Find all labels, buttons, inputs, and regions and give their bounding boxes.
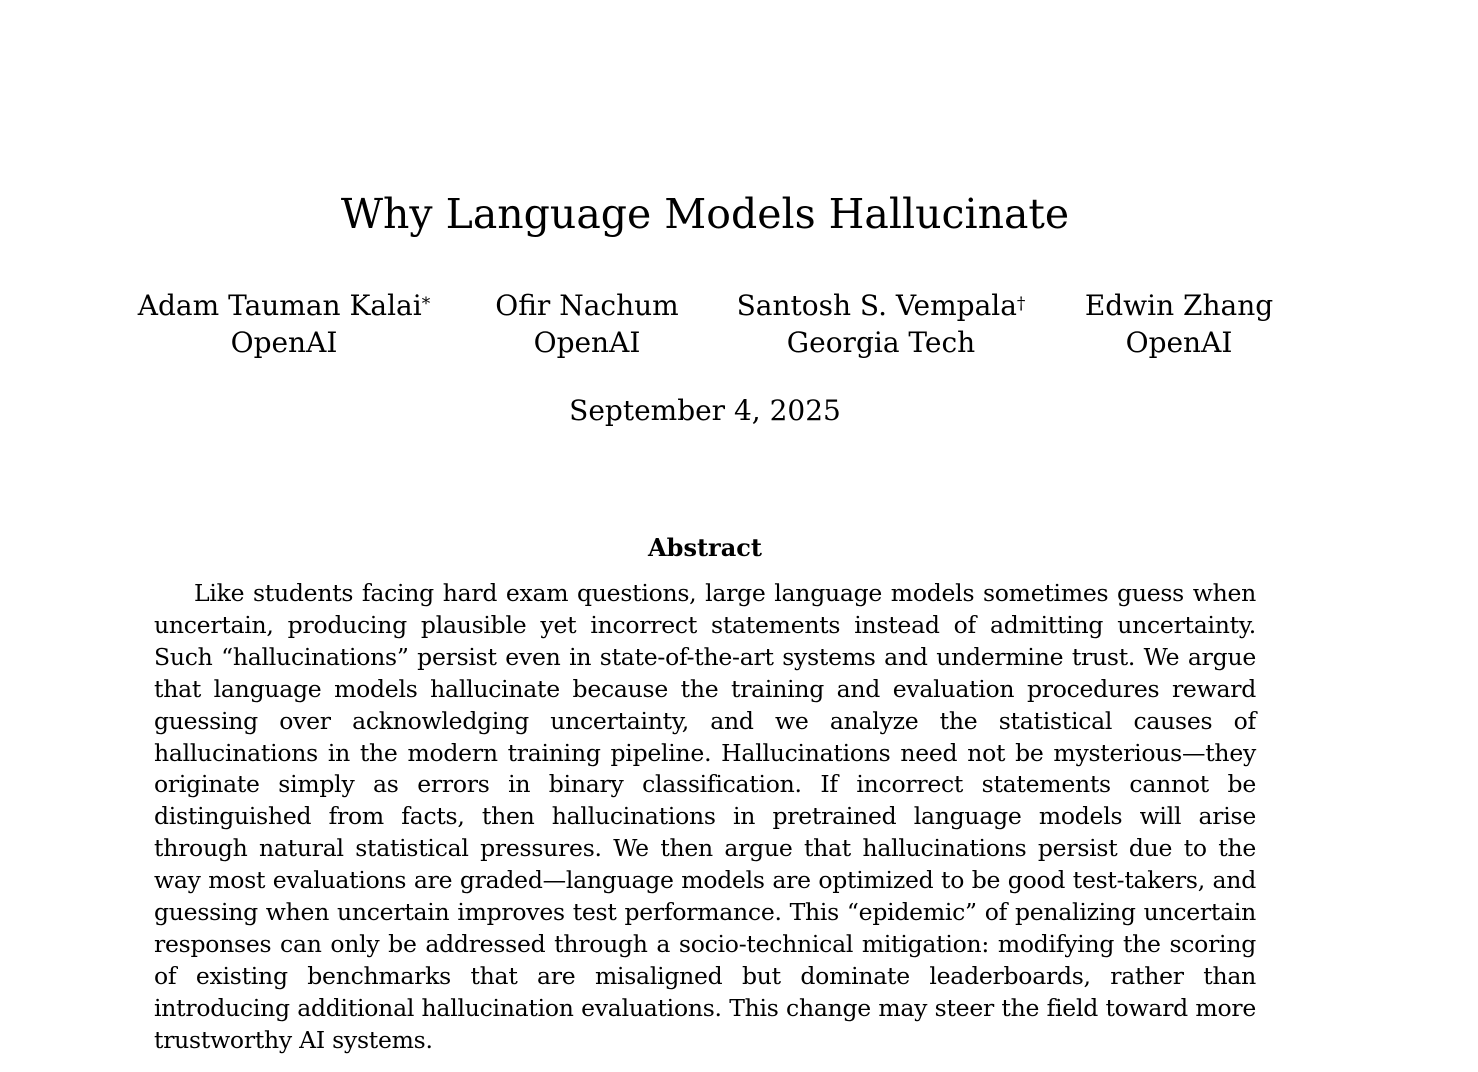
author-name: Edwin Zhang [1084,289,1274,322]
publication-date: September 4, 2025 [569,394,841,427]
author-footnote-mark: * [421,294,431,314]
author-block [488,287,686,361]
author-affiliation: OpenAI [230,326,338,359]
author-name: Ofir Nachum [495,289,679,322]
author-footnote-mark: † [1016,294,1026,314]
author-block [732,287,1030,361]
paper-title: Why Language Models Hallucinate [340,190,1070,238]
author-name: Santosh S. Vempala† [736,289,1026,322]
author-block [134,287,434,361]
author-affiliation: OpenAI [533,326,641,359]
abstract-heading: Abstract [648,533,762,562]
author-name: Adam Tauman Kalai* [137,289,431,322]
author-affiliation: Georgia Tech [786,326,976,359]
abstract-text: Like students facing hard exam questions, large language models sometimes guess when uncertain, producing plausible yet incorrect statements instead of admitting uncertainty. Such “hallucinations” persist even in state-of-the-art systems and undermine trust. We argue that language models hallucinate because the training and evaluation procedures reward guessing over acknowledging uncertainty, and we analyze the statistical causes of hallucinations in the modern training pipeline. Hallucinations need not be mysterious—they originate simply as errors in binary classification. If incorrect statements cannot be distinguished from facts, then hallucinations in pretrained language models will arise through natural statistical pressures. We then argue that hallucinations persist due to the way most evaluations are graded—language models are optimized to be good test-takers, and guessing when uncertain improves test performance. This “epidemic” of penalizing uncertain responses can only be addressed through a socio-technical mitigation: modifying the scoring of existing benchmarks that are misaligned but dominate leaderboards, rather than introducing additional hallucination evaluations. This change may steer the field toward more trustworthy AI systems. [154,579,1256,1054]
author-block [1080,287,1278,361]
author-affiliation: OpenAI [1125,326,1233,359]
